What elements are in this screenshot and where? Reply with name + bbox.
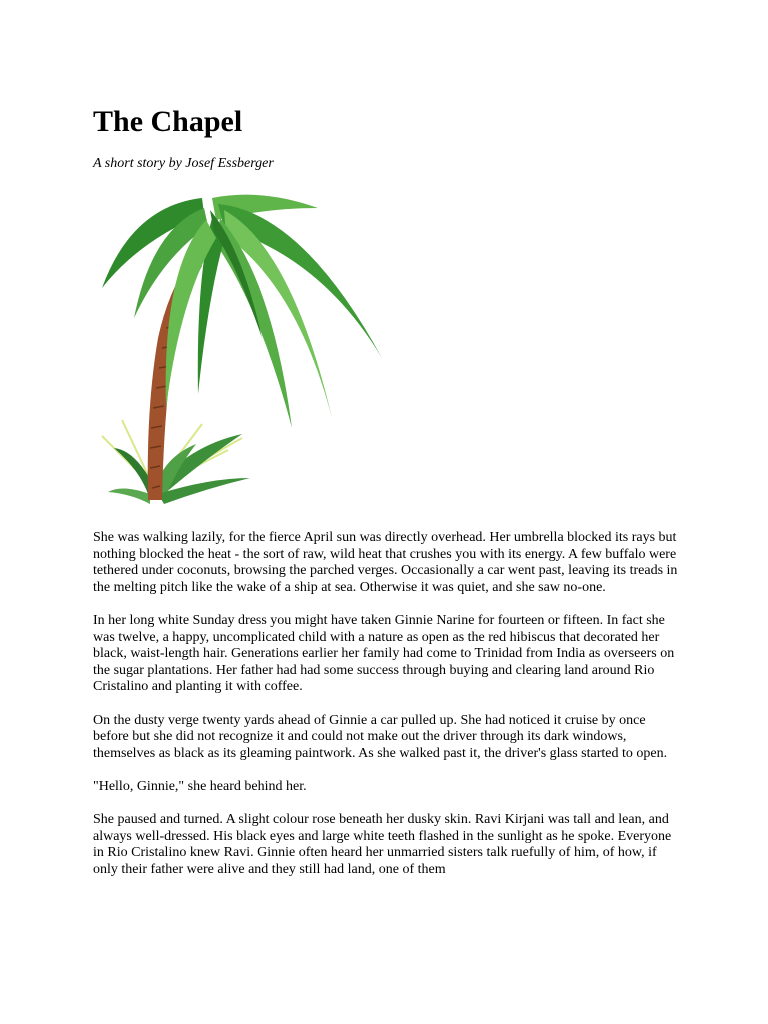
palm-tree-icon: [92, 188, 392, 513]
ground-plant: [102, 414, 250, 504]
byline: A short story by Josef Essberger: [93, 156, 274, 171]
paragraph: She was walking lazily, for the fierce April sun was directly overhead. Her umbrella blocked its rays but nothing blocked the heat - the sort of raw, wild heat that crushes you with its energy. A few buffalo were tethered under coconuts, browsing the parched verges. Occasionally a car went past, leaving its treads in the melting pitch like the wake of a ship at sea. Otherwise it was quiet, and she saw no-one.: [93, 530, 678, 595]
paragraph: "Hello, Ginnie," she heard behind her.: [93, 778, 307, 794]
paragraph: In her long white Sunday dress you might have taken Ginnie Narine for fourteen or fifteen. In fact she was twelve, a happy, uncomplicated child with a nature as open as the red hibiscus that decorated her black, waist-length hair. Generations earlier her family had come to Trinidad from India as overseers on the sugar plantations. Her father had had some success through buying and clearing land around Rio Cristalino and planting it with coffee.: [93, 612, 675, 695]
story-body: [93, 530, 681, 895]
palm-fronds: [102, 195, 382, 428]
paragraph: She paused and turned. A slight colour rose beneath her dusky skin. Ravi Kirjani was tall and lean, and always well-dressed. His black eyes and large white teeth flashed in the sunlight as he spoke. Everyone in Rio Cristalino knew Ravi. Ginnie often heard her unmarried sisters talk ruefully of him, of how, if only their father were alive and they still had land, one of them: [93, 812, 672, 877]
page-title: The Chapel: [93, 105, 243, 138]
paragraph: On the dusty verge twenty yards ahead of Ginnie a car pulled up. She had noticed it cruise by once before but she did not recognize it and could not make out the driver through its dark windows, themselves as black as its gleaming paintwork. As she walked past it, the driver's glass started to open.: [93, 712, 668, 761]
